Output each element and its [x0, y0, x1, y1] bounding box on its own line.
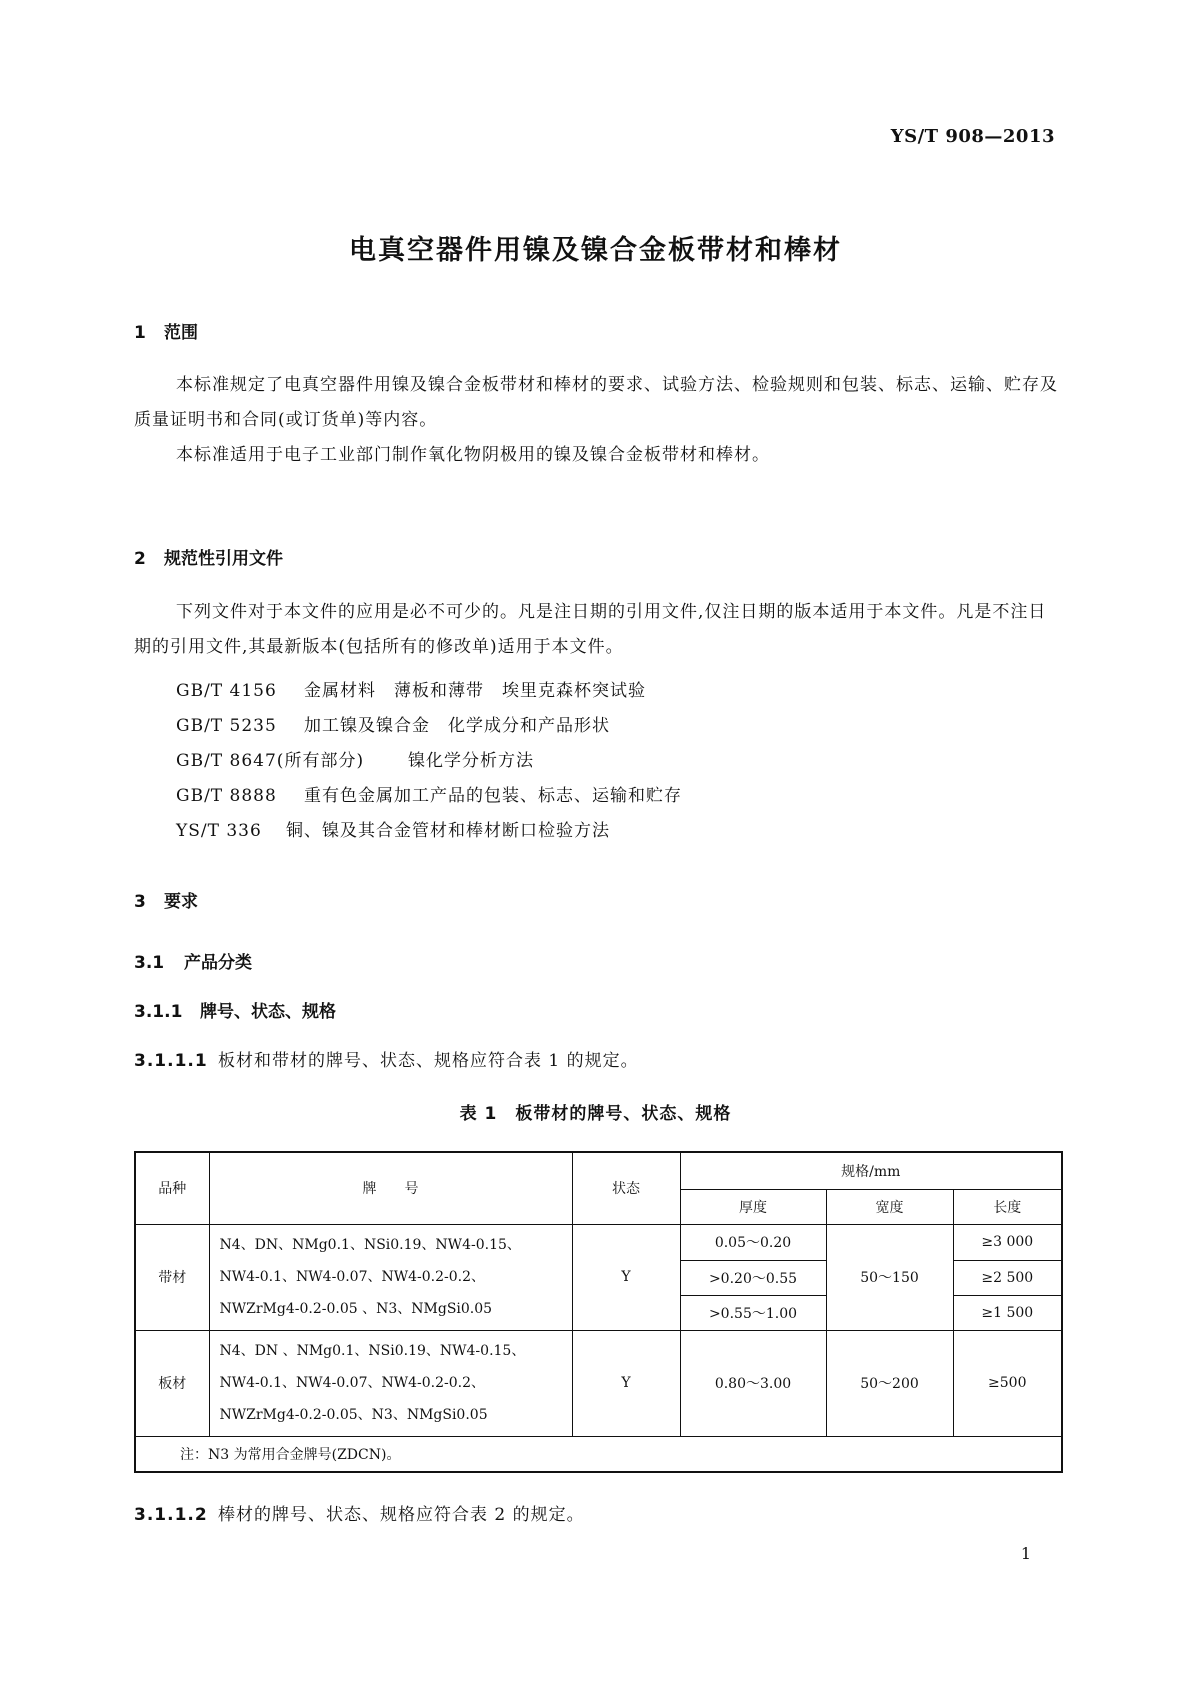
clause-text: 板材和带材的牌号、状态、规格应符合表 1 的规定。: [218, 1051, 639, 1071]
reference-item: [176, 676, 646, 701]
table-note-row: [135, 1436, 1062, 1472]
page-number: 1: [1020, 1544, 1031, 1563]
strip-temper: Y: [572, 1224, 680, 1330]
strip-thickness: >0.20～0.55: [680, 1260, 826, 1295]
grade-line: N4、DN、NMg0.1、NSi0.19、NW4-0.15、: [219, 1237, 521, 1253]
section-1-heading: [134, 318, 198, 343]
section-title: 牌号、状态、规格: [200, 1002, 336, 1022]
reference-code: GB/T 4156: [176, 681, 277, 701]
reference-code: GB/T 8888: [176, 786, 277, 806]
plate-length: ≥500: [953, 1330, 1062, 1436]
references-intro: 下列文件对于本文件的应用是必不可少的。凡是注日期的引用文件,仅注日期的版本适用于本文件。凡是不注日期的引用文件,其最新版本(包括所有的修改单)适用于本文件。: [134, 602, 1047, 657]
scope-paragraph-1: 本标准规定了电真空器件用镍及镍合金板带材和棒材的要求、试验方法、检验规则和包装、标志、运输、贮存及质量证明书和合同(或订货单)等内容。: [134, 375, 1058, 430]
header-spec: 规格/mm: [680, 1152, 1062, 1189]
clause-text: 棒材的牌号、状态、规格应符合表 2 的规定。: [218, 1505, 585, 1525]
section-3-1-heading: [134, 948, 252, 973]
scope-paragraph-2: 本标准适用于电子工业部门制作氧化物阴极用的镍及镍合金板带材和棒材。: [176, 445, 770, 465]
reference-title: 铜、镍及其合金管材和棒材断口检验方法: [286, 821, 610, 841]
plate-temper: Y: [572, 1330, 680, 1436]
reference-title: 重有色金属加工产品的包装、标志、运输和贮存: [304, 786, 682, 806]
table-header-row: [135, 1152, 1062, 1189]
header-length: 长度: [953, 1189, 1062, 1224]
reference-item: [176, 781, 682, 806]
table-row: [135, 1330, 1062, 1436]
section-number: 3.1: [134, 953, 165, 973]
strip-length: ≥1 500: [953, 1295, 1062, 1330]
section-number: 2: [134, 549, 146, 569]
plate-thickness: 0.80～3.00: [680, 1330, 826, 1436]
document-title: 电真空器件用镍及镍合金板带材和棒材: [349, 235, 842, 266]
plate-variety: 板材: [135, 1330, 209, 1436]
reference-code: GB/T 8647(所有部分): [176, 751, 365, 771]
table-1: [134, 1151, 1063, 1473]
reference-code: GB/T 5235: [176, 716, 277, 736]
clause-3-1-1-2: [134, 1500, 585, 1525]
header-thickness: 厚度: [680, 1189, 826, 1224]
grade-line: NWZrMg4-0.2-0.05、N3、NMgSi0.05: [219, 1407, 488, 1423]
standard-code: YS/T 908—2013: [890, 126, 1055, 147]
strip-grades: [209, 1224, 572, 1330]
reference-title: 加工镍及镍合金 化学成分和产品形状: [304, 716, 610, 736]
reference-title: 金属材料 薄板和薄带 埃里克森杯突试验: [304, 681, 646, 701]
plate-width: 50～200: [826, 1330, 953, 1436]
reference-code: YS/T 336: [176, 821, 262, 841]
clause-number: 3.1.1.2: [134, 1505, 208, 1525]
grade-line: NW4-0.1、NW4-0.07、NW4-0.2-0.2、: [219, 1269, 486, 1285]
header-temper: 状态: [572, 1152, 680, 1224]
strip-variety: 带材: [135, 1224, 209, 1330]
reference-item: [176, 711, 610, 736]
section-3-1-1-heading: [134, 997, 336, 1022]
strip-thickness: >0.55～1.00: [680, 1295, 826, 1330]
section-number: 3.1.1: [134, 1002, 183, 1022]
reference-title: 镍化学分析方法: [408, 751, 534, 771]
grade-line: NWZrMg4-0.2-0.05 、N3、NMgSi0.05: [219, 1301, 493, 1317]
section-title: 范围: [164, 323, 198, 343]
section-2-heading: [134, 544, 283, 569]
section-title: 规范性引用文件: [164, 549, 283, 569]
strip-thickness: 0.05～0.20: [680, 1224, 826, 1260]
section-number: 3: [134, 892, 146, 912]
strip-width: 50～150: [826, 1224, 953, 1330]
reference-item: [176, 816, 610, 841]
clause-number: 3.1.1.1: [134, 1051, 208, 1071]
strip-length: ≥3 000: [953, 1224, 1062, 1260]
reference-item: [176, 746, 534, 771]
header-width: 宽度: [826, 1189, 953, 1224]
section-3-heading: [134, 887, 198, 912]
grade-line: NW4-0.1、NW4-0.07、NW4-0.2-0.2、: [219, 1375, 486, 1391]
header-variety: 品种: [135, 1152, 209, 1224]
strip-length: ≥2 500: [953, 1260, 1062, 1295]
section-number: 1: [134, 323, 146, 343]
section-title: 要求: [164, 892, 198, 912]
section-title: 产品分类: [184, 953, 252, 973]
header-grade: 牌 号: [209, 1152, 572, 1224]
table-row: [135, 1224, 1062, 1260]
clause-3-1-1-1: [134, 1046, 639, 1071]
table-note: 注：N3 为常用合金牌号(ZDCN)。: [135, 1436, 1062, 1472]
grade-line: N4、DN 、NMg0.1、NSi0.19、NW4-0.15、: [219, 1343, 526, 1359]
table-1-caption: 表 1 板带材的牌号、状态、规格: [459, 1104, 732, 1124]
plate-grades: [209, 1330, 572, 1436]
